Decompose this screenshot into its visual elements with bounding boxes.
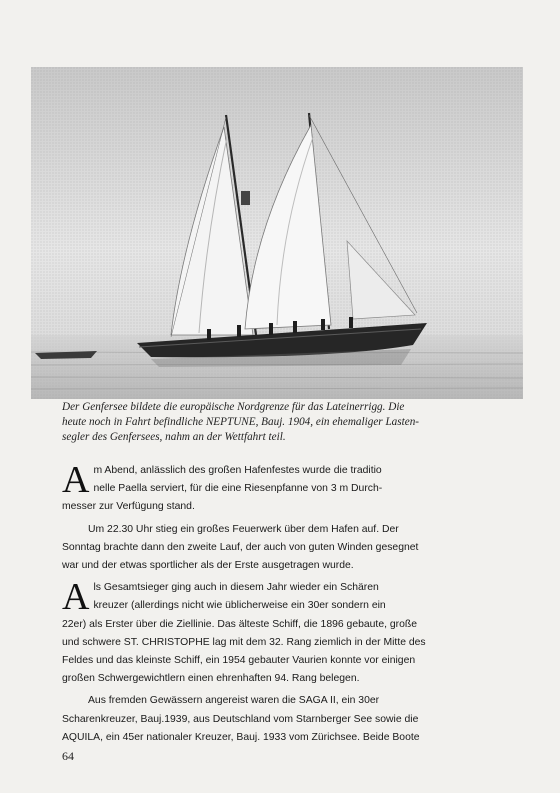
paragraph-1	[62, 459, 482, 517]
text-line: Sonntag brachte dann den zweite Lauf, der auch von guten Winden gesegnet	[62, 541, 419, 553]
paragraph-3	[62, 576, 482, 688]
text-line: Aus fremden Gewässern angereist waren die SAGA II, ein 30er	[88, 695, 380, 707]
text-line: Scharenkreuzer, Bauj.1939, aus Deutschland vom Starnberger See sowie die	[62, 713, 419, 725]
sailing-boat-image	[31, 67, 523, 399]
text-line: 22er) als Erster über die Ziellinie. Das älteste Schiff, die 1896 gebaute, große	[62, 618, 418, 630]
page-number: 64	[62, 749, 74, 763]
text-line: Feldes und das kleinste Schiff, ein 1954 gebauter Vaurien konnte vor einigen	[62, 655, 416, 667]
paragraph-2	[62, 521, 482, 576]
text-line: m Abend, anlässlich des großen Hafenfestes wurde die traditio	[93, 465, 382, 476]
text-line: Um 22.30 Uhr stieg ein großes Feuerwerk über dem Hafen auf. Der	[88, 523, 399, 535]
text-line: war und der etwas sportlicher als der Erste ausgetragen wurde.	[62, 560, 354, 572]
drop-cap: A	[62, 459, 90, 501]
drop-cap: A	[62, 576, 90, 619]
text-line: großen Schwergewichtlern einen ehrenhaften 94. Rang belegen.	[62, 673, 360, 685]
text-line: messer zur Verfügung stand.	[62, 501, 195, 513]
text-line: nelle Paella serviert, für die eine Riesenpfanne von 3 m Durch-	[93, 483, 383, 495]
photo-caption	[62, 400, 502, 445]
article-body	[62, 459, 482, 747]
paragraph-4	[62, 692, 482, 747]
caption-line: heute noch in Fahrt befindliche NEPTUNE, Bauj. 1904, ein ehemaliger Lasten-	[62, 416, 420, 428]
text-line: kreuzer (allerdings nicht wie üblicherweise ein 30er sondern ein	[93, 600, 386, 612]
text-line: und schwere ST. CHRISTOPHE lag mit dem 32. Rang ziemlich in der Mitte des	[62, 636, 426, 648]
text-line: AQUILA, ein 45er nationaler Kreuzer, Bauj. 1933 vom Zürichsee. Beide Boote	[62, 731, 420, 743]
caption-line: Der Genfersee bildete die europäische Nordgrenze für das Lateinerrigg. Die	[62, 401, 405, 413]
sailing-boat-photo	[31, 67, 523, 399]
text-line: ls Gesamtsieger ging auch in diesem Jahr wieder ein Schären	[93, 582, 379, 594]
caption-line: segler des Genfersees, nahm an der Wettfahrt teil.	[62, 431, 286, 443]
